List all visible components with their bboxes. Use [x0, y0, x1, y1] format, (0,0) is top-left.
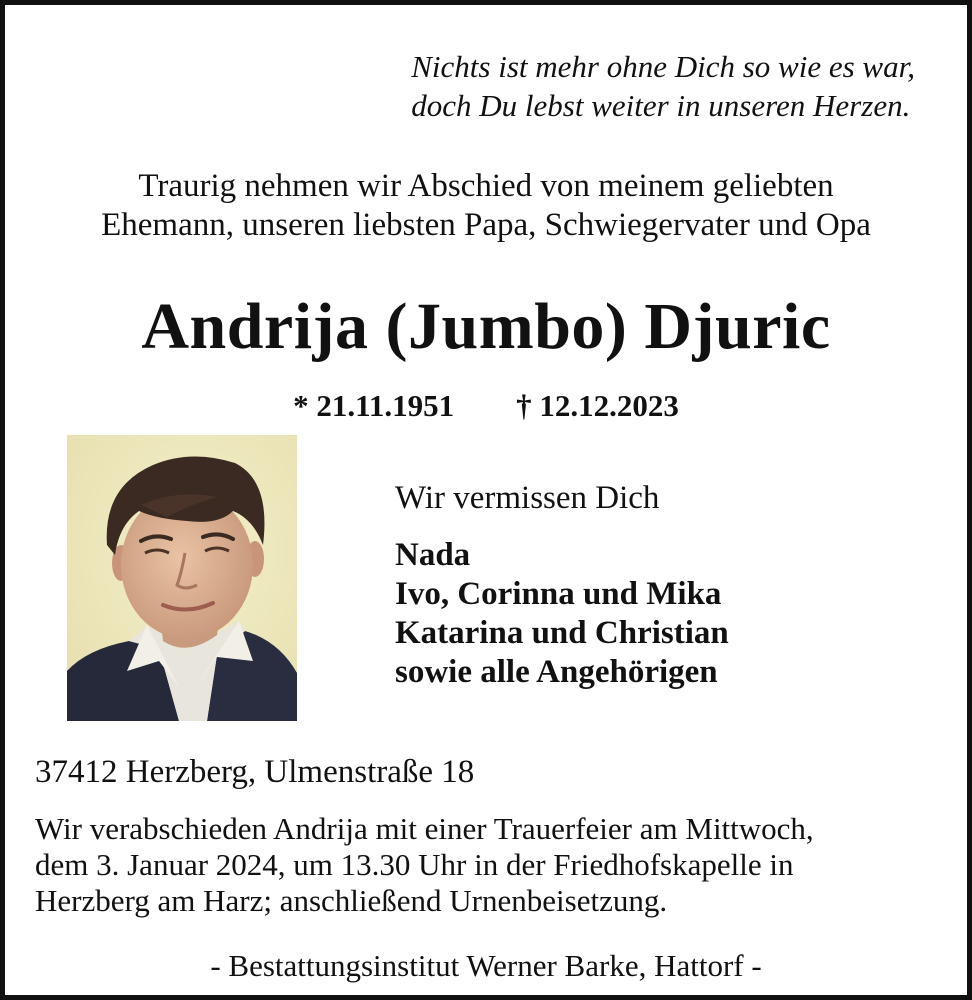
death-date: † 12.12.2023 [516, 388, 679, 423]
intro-line-1: Traurig nehmen wir Abschied von meinem geliebten [138, 168, 834, 204]
intro-text [5, 167, 967, 245]
portrait-photo [67, 435, 297, 721]
mourning-address: 37412 Herzberg, Ulmenstraße 18 [35, 754, 475, 790]
motto-quote [411, 47, 915, 125]
motto-line-2: doch Du lebst weiter in unseren Herzen. [411, 88, 911, 123]
service-line-2: dem 3. Januar 2024, um 13.30 Uhr in der Friedhofskapelle in [35, 847, 794, 882]
family-block [395, 478, 729, 692]
mourner-line: Katarina und Christian [395, 615, 729, 651]
intro-line-2: Ehemann, unseren liebsten Papa, Schwiegervater und Opa [101, 207, 871, 243]
we-miss-you-text: Wir vermissen Dich [395, 480, 660, 516]
funeral-service-info [35, 811, 935, 919]
deceased-name: Andrija (Jumbo) Djuric [141, 290, 831, 363]
service-line-3: Herzberg am Harz; anschließend Urnenbeisetzung. [35, 883, 668, 918]
mourner-line: Nada [395, 537, 471, 573]
undertaker-credit: - Bestattungsinstitut Werner Barke, Hattorf - [210, 948, 762, 983]
birth-date: * 21.11.1951 [293, 388, 455, 423]
motto-line-1: Nichts ist mehr ohne Dich so wie es war, [411, 49, 915, 84]
mourner-line: sowie alle Angehörigen [395, 654, 718, 690]
mourners-list [395, 536, 729, 692]
life-dates [5, 386, 967, 426]
mourner-line: Ivo, Corinna und Mika [395, 576, 722, 612]
portrait-illustration [67, 435, 297, 721]
service-line-1: Wir verabschieden Andrija mit einer Trauerfeier am Mittwoch, [35, 811, 814, 846]
